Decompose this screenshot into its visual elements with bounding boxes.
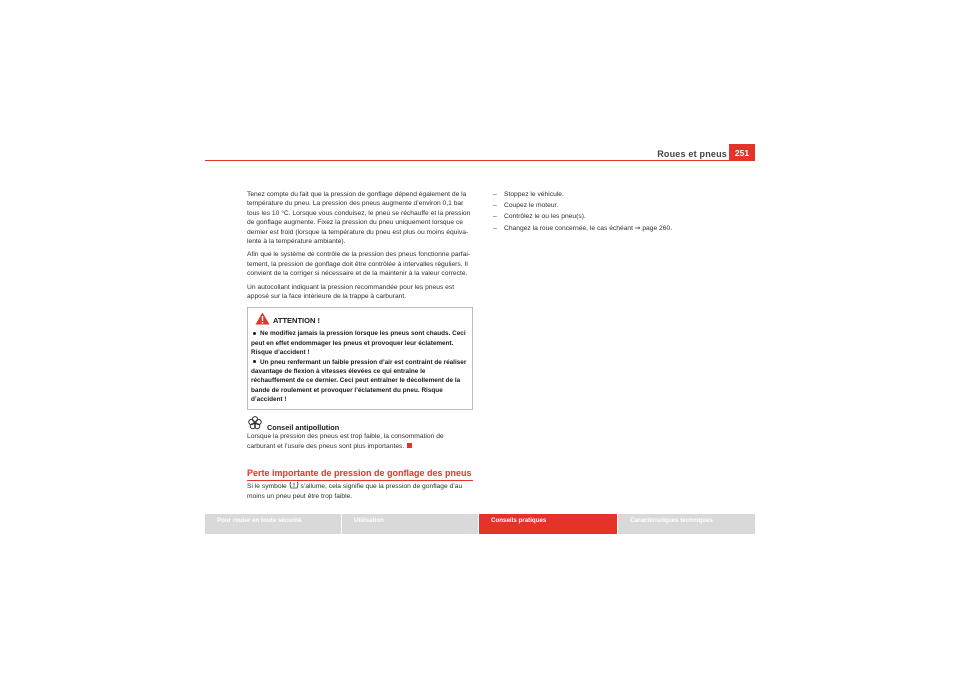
paragraph-sticker: Un autocollant indiquant la pression recommandée pour les pneus est apposé sur la face intérieure de la trappe à carburant. (247, 283, 455, 301)
right-column (493, 190, 733, 235)
warning-triangle-icon (255, 312, 270, 325)
environment-header (247, 416, 473, 432)
header-rule (205, 160, 755, 161)
tyre-pressure-icon (289, 481, 299, 489)
list-item: – Stoppez le véhicule. (493, 191, 564, 198)
warning-title: ATTENTION ! (273, 316, 320, 326)
bullet-icon (253, 360, 256, 363)
left-column (247, 190, 473, 505)
bullet-icon (253, 332, 256, 335)
list-item: – Changez la roue concernée, le cas échéant ⇒ page 260. (493, 224, 673, 232)
warning-item: Ne modifiez jamais la pression lorsque les pneus sont chauds. Ceci peut en effet endommager les pneus et provoquer leur éclatement. Risque d’accident ! (251, 330, 466, 356)
list-item: – Coupez le moteur. (493, 202, 559, 210)
environment-tip-text: Lorsque la pression des pneus est trop faible, la consommation de carburant et l’usure des pneus sont plus importantes. (247, 433, 444, 450)
tab-usage[interactable]: Utilisation (342, 514, 478, 534)
warning-item: Un pneu renfermant un faible pression d’air est contraint de réaliser davantage de flexion à vitesses élevées ce qui entraîne le réchauffement de ce dernier. Ceci peut entraîner le décollement de la bande de roulement et provoquer l’éclatement du pneu. Risque d’accident ! (251, 359, 467, 403)
warning-box (247, 307, 473, 410)
tab-safety[interactable]: Pour rouler en toute sécurité (205, 514, 341, 534)
paragraph-pressure-check: Afin que le système de contrôle de la pression des pneus fonctionne parfai-tement, la pression de gonflage doit être contrôlée à intervalles réguliers. Il convient de la corriger si nécessaire et de la maintenir à la valeur correcte. (247, 251, 471, 278)
flower-icon (248, 416, 262, 430)
section-end-marker (407, 443, 412, 448)
tab-practical-tips[interactable]: Conseils pratiques (479, 514, 617, 534)
paragraph-pressure-temperature: Tenez compte du fait que la pression de gonflage dépend également de la température du pneu. La pression des pneus augmente d’environ 0,1 bar tous les 10 °C. Lorsque vous conduisez, le pneu se réchauffe et la pression de gonflage augmente. Fixez la pression du pneu uniquement lorsque ce dernier est froid (lorsque la température du pneu est plus ou moins équiva-lente à la température ambiante). (247, 191, 471, 246)
environment-tip-title: Conseil antipollution (267, 423, 340, 433)
section-title: Perte importante de pression de gonflage des pneus (247, 469, 473, 481)
section-text: Si le symbole s’allume, cela signifie que la pression de gonflage d’au moins un pneu peut être trop faible. (247, 483, 463, 500)
tab-technical-specs[interactable]: Caractéristiques techniques (618, 514, 755, 534)
warning-header (251, 312, 469, 326)
list-item: – Contrôlez le ou les pneu(s). (493, 213, 586, 221)
page-number: 251 (729, 144, 755, 161)
page-header-title: Roues et pneus (657, 149, 727, 159)
